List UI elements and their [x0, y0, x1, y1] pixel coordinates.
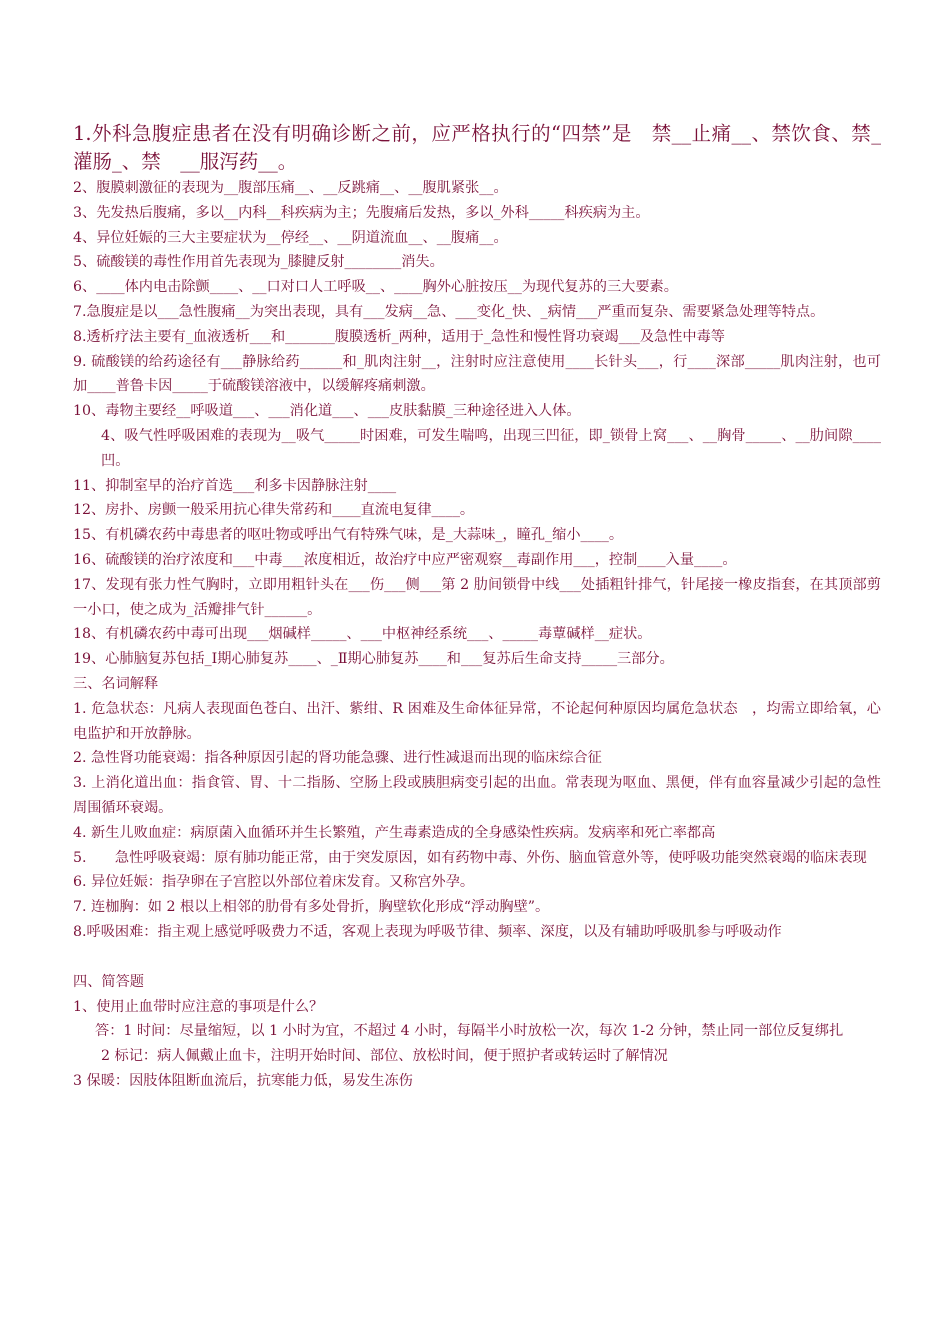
question-magnesium-concentration: 16、硫酸镁的治疗浓度和___中毒___浓度相近，故治疗中应严密观察__毒副作用___，控制____入量____。: [73, 551, 737, 568]
section-heading-terms: 三、名词解释: [73, 675, 159, 692]
question-four-prohibitions: 1.外科急腹症患者在没有明确诊断之前，应严格执行的“四禁”是 禁__止痛__、禁饮食、禁_灌肠_、禁 __服泻药__。: [73, 122, 881, 173]
question-cpcr: 19、心肺脑复苏包括_Ⅰ期心肺复苏____、_Ⅱ期心肺复苏____和___复苏后生命支持_____三部分。: [73, 651, 674, 668]
term-acute-renal-failure: 2. 急性肾功能衰竭：指各种原因引起的肾功能急骤、进行性减退而出现的临床综合征: [73, 750, 602, 767]
question-inspiratory-dyspnea: 4、吸气性呼吸困难的表现为__吸气_____时困难，可发生喘鸣，出现三凹征，即_锁骨上窝___、__胸骨_____、__肋间隙____凹。: [101, 427, 881, 469]
question-ectopic-symptoms: 4、异位妊娠的三大主要症状为__停经__、__阴道流血__、__腹痛__。: [73, 229, 508, 246]
question-tourniquet: 1、使用止血带时应注意的事项是什么？: [73, 998, 324, 1015]
question-peritoneal-irritation: 2、腹膜刺激征的表现为__腹部压痛__、__反跳痛__、__腹肌紧张__。: [73, 180, 508, 196]
question-fever-pain-order: 3、先发热后腹痛，多以__内科__科疾病为主；先腹痛后发热，多以_外科_____科疾病为主。: [73, 204, 650, 221]
document-body: [73, 120, 881, 1094]
question-magnesium-toxicity: 5、硫酸镁的毒性作用首先表现为_膝腱反射________消失。: [73, 254, 444, 271]
question-poison-routes: 10、毒物主要经__呼吸道___、___消化道___、___皮肤黏膜_三种途径进入人体。: [73, 403, 581, 420]
term-upper-gi-bleeding: 3. 上消化道出血：指食管、胃、十二指肠、空肠上段或胰胆病变引起的出血。常表现为呕血、黑便，伴有血容量减少引起的急性周围循环衰竭。: [73, 775, 881, 816]
blank-gap: [73, 945, 881, 970]
term-acute-respiratory-failure: 5. 急性呼吸衰竭：原有肺功能正常，由于突发原因，如有药物中毒、外伤、脑血管意外等，使呼吸功能突然衰竭的临床表现: [73, 849, 867, 866]
term-flail-chest: 7. 连枷胸：如 2 根以上相邻的肋骨有多处骨折，胸壁软化形成“浮动胸壁”。: [73, 899, 550, 916]
question-acute-abdomen: 7.急腹症是以___急性腹痛__为突出表现，具有___发病__急、___变化_快、_病情___严重而复杂、需要紧急处理等特点。: [73, 303, 825, 320]
answer-tourniquet-time: 答：1 时间：尽量缩短，以 1 小时为宜，不超过 4 小时，每隔半小时放松一次，每次 1-2 分钟，禁止同一部位反复绑扎: [95, 1023, 844, 1040]
question-organophosphate-symptoms: 18、有机磷农药中毒可出现___烟碱样_____、___中枢神经系统___、_____毒蕈碱样__症状。: [73, 626, 652, 643]
question-premature-ventricular: 11、抑制室早的治疗首选___利多卡因静脉注射____: [73, 477, 397, 494]
question-atrial-flutter: 12、房扑、房颤一般采用抗心律失常药和____直流电复律____。: [73, 502, 475, 519]
term-neonatal-sepsis: 4. 新生儿败血症：病原菌入血循环并生长繁殖，产生毒素造成的全身感染性疾病。发病率和死亡率都高: [73, 824, 716, 841]
question-organophosphate-odor: 15、有机磷农药中毒患者的呕吐物或呼出气有特殊气味，是_大蒜味_，瞳孔_缩小____。: [73, 527, 624, 544]
section-heading-short-answer: 四、简答题: [73, 973, 144, 990]
answer-tourniquet-label: 2 标记：病人佩戴止血卡，注明开始时间、部位、放松时间，便于照护者或转运时了解情况: [101, 1048, 668, 1065]
question-tension-pneumothorax: 17、发现有张力性气胸时，立即用粗针头在___伤___侧___第 2 肋间锁骨中线___处插粗针排气，针尾接一橡皮指套，在其顶部剪一小口，使之成为_活瓣排气针______。: [73, 576, 881, 618]
question-resuscitation-elements: 6、____体内电击除颤____、__口对口人工呼吸__、____胸外心脏按压__为现代复苏的三大要素。: [73, 279, 678, 296]
term-ectopic-pregnancy: 6. 异位妊娠：指孕卵在子宫腔以外部位着床发育。又称宫外孕。: [73, 874, 475, 891]
term-critical-state: 1. 危急状态：凡病人表现面色苍白、出汗、紫绀、R 困难及生命体征异常，不论起何种原因均属危急状态 ，均需立即给氧，心电监护和开放静脉。: [73, 700, 881, 742]
answer-tourniquet-warmth: 3 保暖：因肢体阻断血流后，抗寒能力低，易发生冻伤: [73, 1072, 413, 1089]
term-dyspnea: 8.呼吸困难：指主观上感觉呼吸费力不适，客观上表现为呼吸节律、频率、深度，以及有辅助呼吸肌参与呼吸动作: [73, 923, 782, 940]
question-magnesium-route: 9. 硫酸镁的给药途径有___静脉给药______和_肌肉注射__，注射时应注意使用____长针头___，行____深部_____肌肉注射，也可加____普鲁卡因_____于硫酸镁溶液中，以缓解疼痛刺激。: [73, 353, 881, 395]
question-dialysis: 8.透析疗法主要有_血液透析___和_______腹膜透析_两种，适用于_急性和慢性肾功衰竭___及急性中毒等: [73, 328, 725, 345]
